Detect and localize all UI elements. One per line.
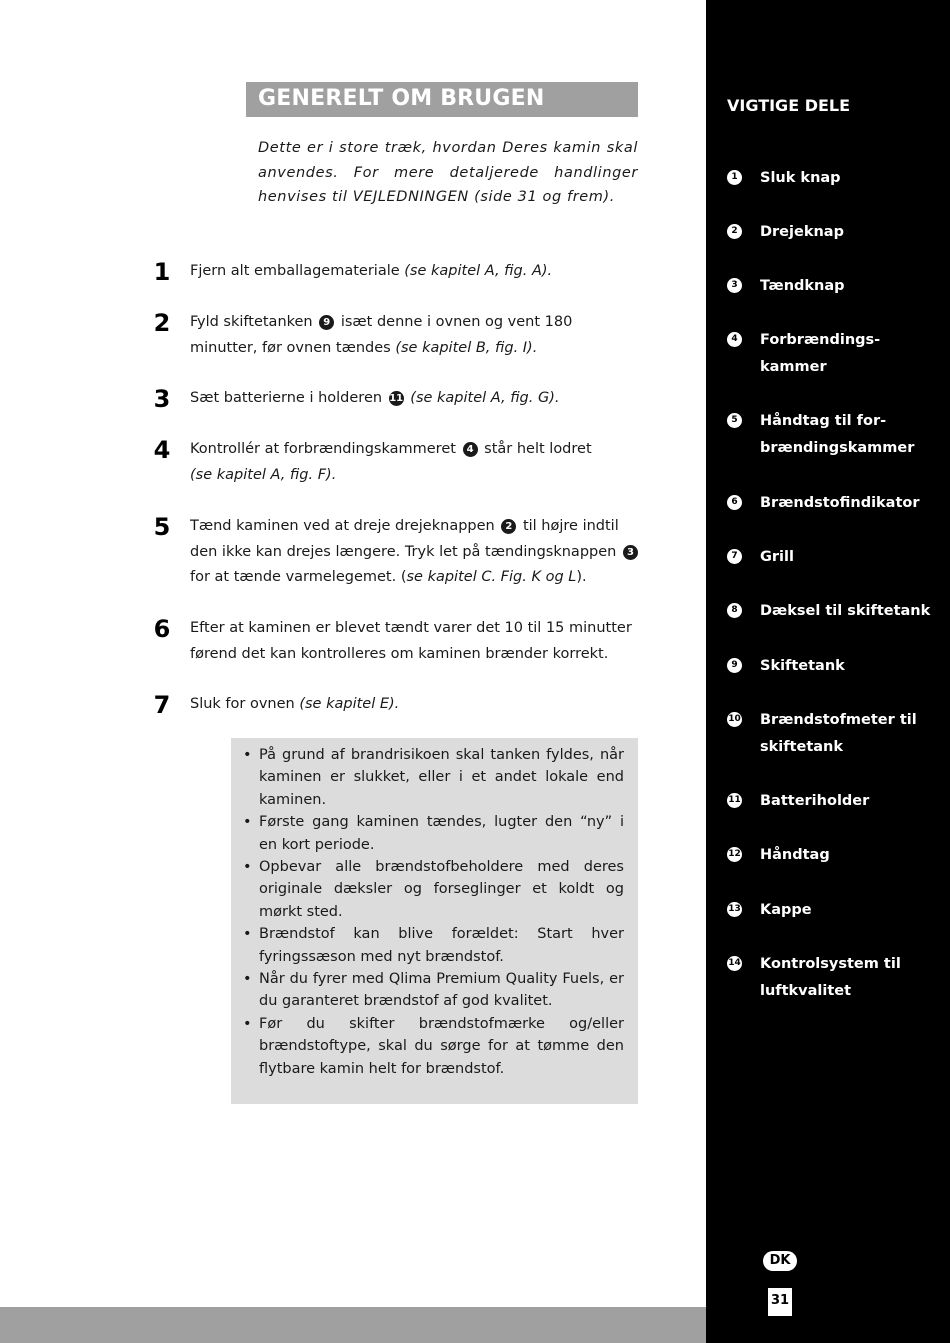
part-label-line1: Brændstofmeter til: [760, 712, 917, 728]
notes-list: [241, 744, 624, 1080]
note-item: • På grund af brandrisikoen skal tanken fyldes, når kaminen er slukket, eller i et andet lokale end kaminen.: [241, 744, 624, 811]
step-number-3: 3: [153, 385, 171, 413]
page-title: GENERELT OM BRUGEN: [246, 82, 638, 117]
step-2-body-b: isæt denne i ovnen og vent 180 minutter, før ovnen tændes: [190, 314, 573, 356]
step-1-ref: (se kapitel A, fig. A).: [404, 263, 553, 279]
part-number-badge: 11: [727, 793, 742, 808]
step-4-text: [190, 437, 640, 488]
step-5-body-c: for at tænde varmelegemet. (: [190, 569, 407, 585]
step-3-ref: (se kapitel A, fig. G).: [405, 390, 560, 406]
step-7-ref: (se kapitel E).: [299, 696, 400, 712]
part-label-line1: Sluk knap: [760, 170, 841, 186]
part-label: [760, 707, 940, 761]
part-4-badge: 4: [463, 442, 478, 457]
part-number-badge: 4: [727, 332, 742, 347]
part-label: [760, 951, 940, 1005]
step-7-body: Sluk for ovnen: [190, 696, 300, 712]
sidebar-title: VIGTIGE DELE: [727, 96, 851, 115]
part-label-line1: Tændknap: [760, 278, 845, 294]
part-label: [760, 165, 940, 192]
part-label: [760, 219, 940, 246]
part-number-badge: 1: [727, 170, 742, 185]
part-number-badge: 13: [727, 902, 742, 917]
part-2-badge: 2: [501, 519, 516, 534]
part-label-line1: Grill: [760, 549, 794, 565]
step-5-body-a: Tænd kaminen ved at dreje drejeknappen: [190, 518, 500, 534]
part-label: [760, 598, 940, 625]
step-1-text: [190, 259, 640, 285]
step-3-text: [190, 386, 640, 412]
part-label-line1: Kontrolsystem til: [760, 956, 901, 972]
part-label-line1: Skiftetank: [760, 658, 845, 674]
part-label: [760, 653, 940, 680]
step-5-text: [190, 514, 640, 591]
part-label-line2: brændingskammer: [760, 440, 915, 456]
part-label: [760, 490, 940, 517]
part-label: [760, 842, 940, 869]
step-2-body-a: Fyld skiftetanken: [190, 314, 318, 330]
part-label-line1: Håndtag: [760, 847, 830, 863]
notes-box: [231, 738, 638, 1104]
part-label: [760, 544, 940, 571]
page-number: 31: [768, 1288, 792, 1316]
part-label-line2: luftkvalitet: [760, 983, 852, 999]
part-label-line1: Dæksel til skiftetank: [760, 603, 931, 619]
part-number-badge: 9: [727, 658, 742, 673]
part-number-badge: 6: [727, 495, 742, 510]
step-2-ref: (se kapitel B, fig. I).: [395, 339, 538, 356]
part-label-line1: Forbrændings-: [760, 332, 881, 348]
part-number-badge: 10: [727, 712, 742, 727]
part-label-line1: Håndtag til for-: [760, 413, 887, 429]
part-number-badge: 12: [727, 847, 742, 862]
part-11-badge: 11: [389, 393, 404, 404]
part-number-badge: 2: [727, 224, 742, 239]
note-item: • Første gang kaminen tændes, lugter den “ny” i en kort periode.: [241, 811, 624, 856]
step-number-4: 4: [153, 436, 171, 464]
language-badge: DK: [763, 1251, 797, 1271]
step-4-ref: (se kapitel A, fig. F).: [190, 466, 337, 483]
note-item: • Opbevar alle brændstofbeholdere med deres originale dæksler og forseglinger et koldt og mørkt sted.: [241, 856, 624, 923]
step-number-6: 6: [153, 615, 171, 643]
step-number-5: 5: [153, 513, 171, 541]
bottom-bar: [0, 1307, 706, 1343]
step-4-body-a: Kontrollér at forbrændingskammeret: [190, 441, 461, 457]
part-number-badge: 8: [727, 603, 742, 618]
part-label: [760, 327, 940, 381]
part-number-badge: 7: [727, 549, 742, 564]
step-3-body: Sæt batterierne i holderen: [190, 390, 387, 406]
step-6-text: [190, 616, 640, 667]
note-item: • Brændstof kan blive forældet: Start hver fyringssæson med nyt brændstof.: [241, 923, 624, 968]
part-number-badge: 3: [727, 278, 742, 293]
intro-text: Dette er i store træk, hvordan Deres kamin skal anvendes. For mere detaljerede handlinger henvises til VEJLEDNINGEN (side 31 og frem).: [258, 140, 638, 205]
part-number-badge: 5: [727, 413, 742, 428]
step-number-1: 1: [153, 258, 171, 286]
part-label-line2: kammer: [760, 359, 827, 375]
step-number-7: 7: [153, 691, 171, 719]
step-5-body-b: til højre indtil den ikke kan drejes længere. Tryk let på tændingsknappen: [190, 518, 621, 560]
part-label-line1: Drejeknap: [760, 224, 844, 240]
part-label: [760, 897, 940, 924]
part-3-badge: 3: [623, 545, 638, 560]
part-label: [760, 273, 940, 300]
step-number-2: 2: [153, 309, 171, 337]
part-label-line1: Kappe: [760, 902, 812, 918]
note-item: • Når du fyrer med Qlima Premium Quality Fuels, er du garanteret brændstof af god kvalitet.: [241, 968, 624, 1013]
step-1-body: Fjern alt emballagemateriale: [190, 263, 405, 279]
part-number-badge: 14: [727, 956, 742, 971]
step-7-text: [190, 692, 640, 718]
part-label: [760, 408, 940, 462]
note-item: • Før du skifter brændstofmærke og/eller brændstoftype, skal du sørge for at tømme den flytbare kamin helt for brændstof.: [241, 1013, 624, 1080]
step-2-text: [190, 310, 640, 361]
part-label-line1: Brændstofindikator: [760, 495, 920, 511]
part-label: [760, 788, 940, 815]
step-4-body-b: står helt lodret: [479, 441, 592, 457]
part-label-line2: skiftetank: [760, 739, 843, 755]
step-6-body: Efter at kaminen er blevet tændt varer det 10 til 15 minutter førend det kan kontrolleres om kaminen brænder korrekt.: [190, 620, 632, 662]
part-9-badge: 9: [319, 315, 334, 330]
step-5-body-d: ).: [576, 569, 587, 585]
part-label-line1: Batteriholder: [760, 793, 870, 809]
step-5-ref: se kapitel C. Fig. K og L: [406, 569, 577, 585]
